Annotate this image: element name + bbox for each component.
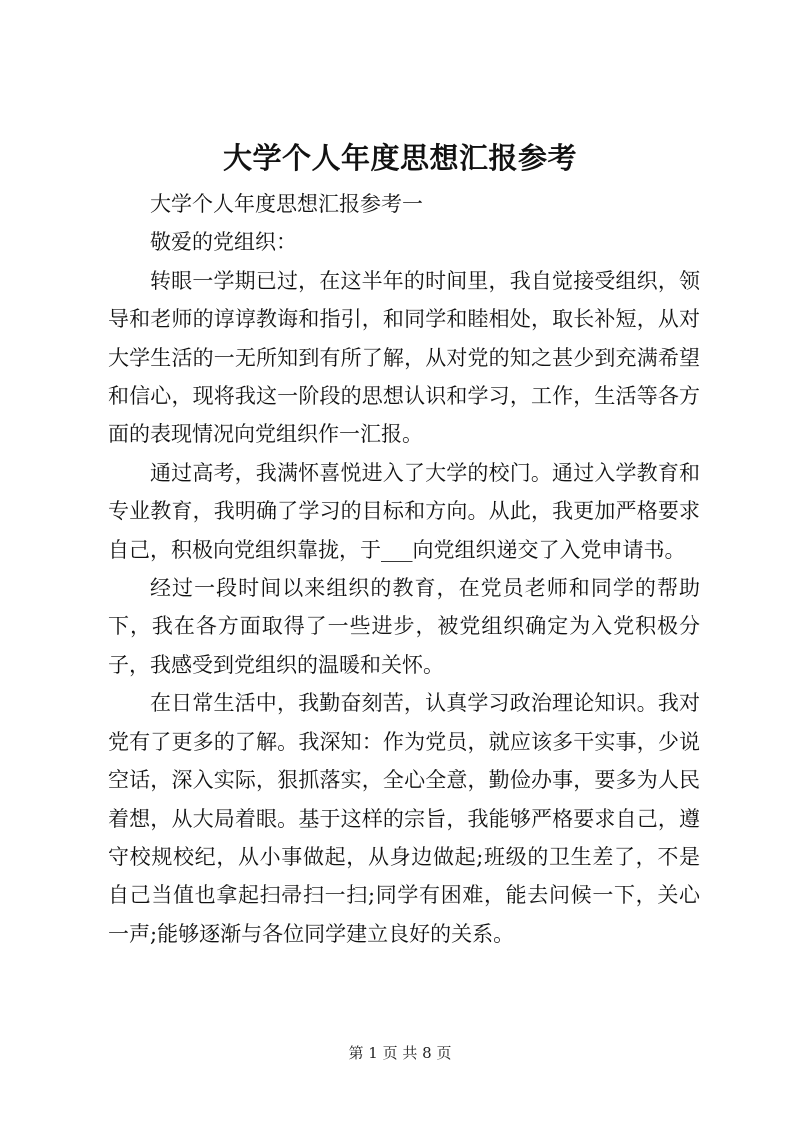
page-number-footer: 第 1 页 共 8 页 xyxy=(348,1044,452,1062)
paragraph-subtitle: 大学个人年度思想汇报参考一 xyxy=(150,192,423,216)
paragraph-body: 通过高考，我满怀喜悦进入了大学的校门。通过入学教育和专业教育，我明确了学习的目标和方向。从此，我更加严格要求自己，积极向党组织靠拢，于___向党组织递交了入党申请书。 xyxy=(108,460,700,562)
paragraph-body: 转眼一学期已过，在这半年的时间里，我自觉接受组织，领导和老师的谆谆教诲和指引，和同学和睦相处，取长补短，从对大学生活的一无所知到有所了解，从对党的知之甚少到充满希望和信心，现将我这一阶段的思想认识和学习，工作，生活等各方面的表现情况向党组织作一汇报。 xyxy=(108,268,700,447)
paragraph-body: 经过一段时间以来组织的教育，在党员老师和同学的帮助下，我在各方面取得了一些进步，被党组织确定为入党积极分子，我感受到党组织的温暖和关怀。 xyxy=(108,576,700,677)
paragraph-salutation: 敬爱的党组织： xyxy=(150,230,297,255)
paragraph-body: 在日常生活中，我勤奋刻苦，认真学习政治理论知识。我对党有了更多的了解。我深知：作为党员，就应该多干实事，少说空话，深入实际，狠抓落实，全心全意，勤俭办事，要多为人民着想，从大局着眼。基于这样的宗旨，我能够严格要求自己，遵守校规校纪，从小事做起，从身边做起;班级的卫生差了，不是自己当值也拿起扫帚扫一扫;同学有困难，能去问候一下，关心一声;能够逐渐与各位同学建立良好的关系。 xyxy=(108,691,700,946)
document-title: 大学个人年度思想汇报参考 xyxy=(222,141,577,175)
document-body xyxy=(108,185,700,953)
